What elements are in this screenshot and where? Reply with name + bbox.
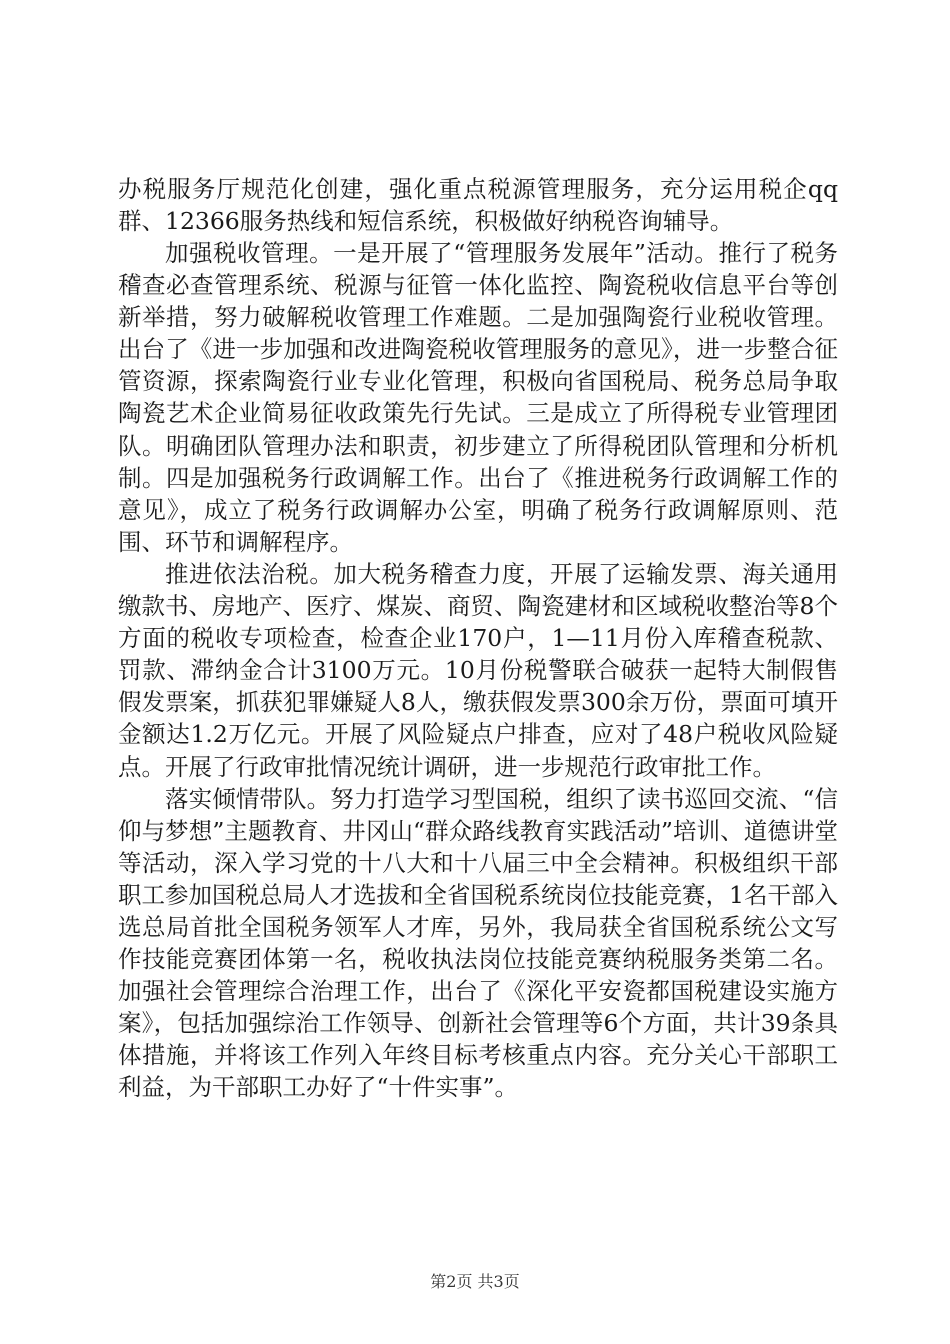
body-text-main: [118, 237, 838, 1104]
body-text-top: [118, 173, 838, 237]
paragraph-tax-management: 加强税收管理。一是开展了“管理服务发展年”活动。推行了税务稽查必查管理系统、税源与征管一体化监控、陶瓷税收信息平台等创新举措，努力破解税收管理工作难题。二是加强陶瓷行业税收管理。出台了《进一步加强和改进陶瓷税收管理服务的意见》，进一步整合征管资源，探索陶瓷行业专业化管理，积极向省国税局、税务总局争取陶瓷艺术企业简易征收政策先行先试。三是成立了所得税专业管理团队。明确团队管理办法和职责，初步建立了所得税团队管理和分析机制。四是加强税务行政调解工作。出台了《推进税务行政调解工作的意见》，成立了税务行政调解办公室，明确了税务行政调解原则、范围、环节和调解程序。: [118, 239, 838, 556]
paragraph-continued: 办税服务厅规范化创建，强化重点税源管理服务，充分运用税企qq群、12366服务热线和短信系统，积极做好纳税咨询辅导。: [118, 175, 838, 236]
paragraph-rule-of-law: 推进依法治税。加大税务稽查力度，开展了运输发票、海关通用缴款书、房地产、医疗、煤炭、商贸、陶瓷建材和区域税收整治等8个方面的税收专项检查，检查企业170户，1—11月份入库稽查税款、罚款、滞纳金合计3100万元。10月份税警联合破获一起特大制假售假发票案，抓获犯罪嫌疑人8人，缴获假发票300余万份，票面可填开金额达1.2万亿元。开展了风险疑点户排查，应对了48户税收风险疑点。开展了行政审批情况统计调研，进一步规范行政审批工作。: [118, 559, 838, 781]
page-footer: 第2页 共3页: [430, 1272, 520, 1291]
paragraph-team-building: 落实倾情带队。努力打造学习型国税，组织了读书巡回交流、“信仰与梦想”主题教育、井冈山“群众路线教育实践活动”培训、道德讲堂等活动，深入学习党的十八大和十八届三中全会精神。积极组织干部职工参加国税总局人才选拔和全省国税系统岗位技能竞赛，1名干部入选总局首批全国税务领军人才库，另外，我局获全省国税系统公文写作技能竞赛团体第一名，税收执法岗位技能竞赛纳税服务类第二名。加强社会管理综合治理工作，出台了《深化平安瓷都国税建设实施方案》，包括加强综治工作领导、创新社会管理等6个方面，共计39条具体措施，并将该工作列入年终目标考核重点内容。充分关心干部职工利益，为干部职工办好了“十件实事”。: [118, 784, 838, 1102]
